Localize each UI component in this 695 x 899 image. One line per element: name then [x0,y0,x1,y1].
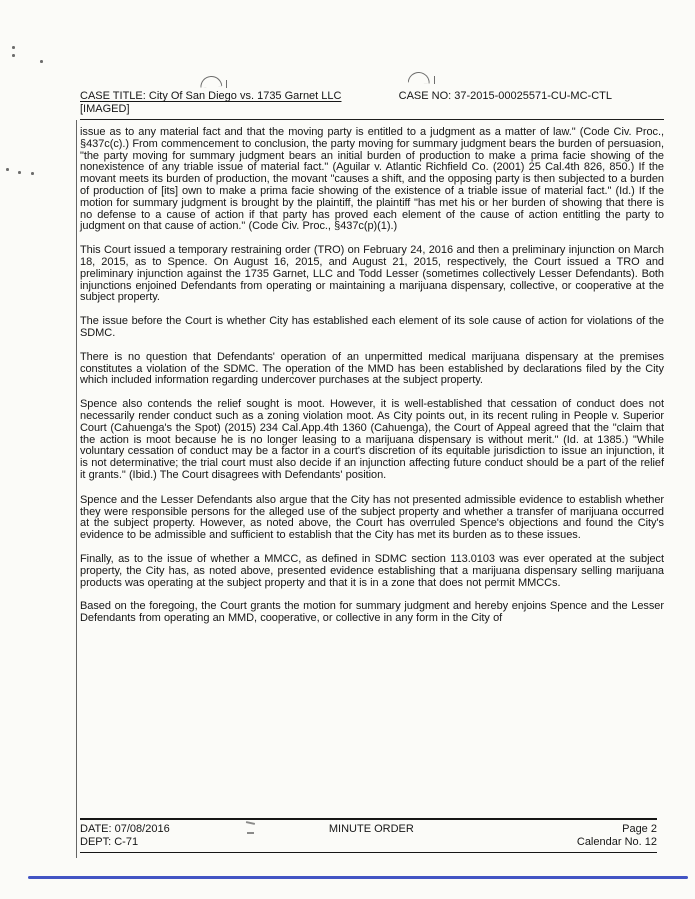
footer-dept: DEPT: C-71 [80,836,139,848]
scan-blue-line-artifact [28,876,688,879]
footer-row-1 [80,823,657,836]
footer-divider-bottom [80,852,657,853]
case-title: CASE TITLE: City Of San Diego vs. 1735 Garnet LLC [80,90,342,102]
scan-dot-artifact [6,168,9,171]
imaged-label: [IMAGED] [80,103,130,115]
paragraph-3: The issue before the Court is whether City has established each element of its sole cause of action for violations of the SDMC. [80,315,664,339]
case-number: CASE NO: 37-2015-00025571-CU-MC-CTL [398,90,612,102]
paragraph-2: This Court issued a temporary restraining order (TRO) on February 24, 2016 and then a preliminary injunction on March 18, 2015, as to Spence. On August 16, 2015, and August 21, 2015, respectively, the Court issued a TRO and preliminary injunction against the 1735 Garnet, LLC and Todd Lesser (sometimes collectively Lesser Defendants). Both injunctions enjoined Defendants from operating or maintaining a marijuana dispensary, collective, or cooperative at the subject property. [80,244,664,304]
footer-page-number: Page 2 [622,823,657,835]
scan-dot-artifact [40,60,43,63]
scan-dot-artifact [31,172,34,175]
document-body [80,127,664,625]
scan-tick-artifact [434,76,435,84]
scan-dot-artifact [18,171,21,174]
scan-arc-artifact [408,71,431,83]
scan-arc-artifact [200,75,223,88]
paragraph-5: Spence also contends the relief sought is moot. However, it is well-established that cessation of conduct does not necessarily render conduct such as a zoning violation moot. As City points out, in its recent ruling in People v. Superior Court (Cahuenga's the Spot) (2015) 234 Cal.App.4th 1360 (Cahuenga), the Court of Appeal agreed that the "claim that the action is moot because he is no longer leasing to a marijuana dispensary is without merit." (Id. at 1385.) "While voluntary cessation of conduct may be a factor in a court's discretion of its equitable jurisdiction to issue an injunction, it is not determinative; the trial court must also decide if an injunction affecting future conduct should be a part of the relief it grants." (Ibid.) The Court disagrees with Defendants' position. [80,398,664,481]
document-footer [80,818,657,853]
footer-row-2 [80,836,657,849]
scan-dot-artifact [12,46,15,49]
paragraph-6: Spence and the Lesser Defendants also argue that the City has not presented admissible evidence to establish whether they were responsible persons for the alleged use of the subject property and whether a transfer of marijuana occurred at the subject property. However, as noted above, the Court has overruled Spence's objections and found the City's evidence to be admissible and sufficient to establish that the City has met its burden as to these issues. [80,493,664,542]
footer-calendar-number: Calendar No. 12 [576,836,657,848]
paragraph-1: issue as to any material fact and that the moving party is entitled to a judgment as a matter of law." (Code Civ. Proc., §437c(c).) From commencement to conclusion, the party moving for summary judgment bears the burden of persuasion, "the party moving for summary judgment bears an initial burden of production to make a prima facie showing of the nonexistence of any triable issue of material fact." (Aguilar v. Atlantic Richfield Co. (2001) 25 Cal.4th 826, 850.) If the movant meets its burden of production, the movant "causes a shift, and the opposing party is then subjected to a burden of production of [its] own to make a prima facie showing of the existence of a triable issue of material fact." (Id.) If the motion for summary judgment is brought by the plaintiff, the plaintiff "has met his or her burden of showing that there is no defense to a cause of action if that party has proved each element of the cause of action entitling the party to judgment on that cause of action." (Code Civ. Proc., §437c(p)(1).) [80,126,664,233]
paragraph-4: There is no question that Defendants' operation of an unpermitted medical marijuana dispensary at the premises constitutes a violation of the SDMC. The operation of the MMD has been established by declarations filed by the City which included information regarding undercover purchases at the subject property. [80,350,664,387]
scan-dot-artifact [12,54,15,57]
scan-vertical-line-artifact [76,120,77,858]
document-content [80,90,664,637]
document-header [80,90,664,103]
paragraph-8: Based on the foregoing, the Court grants the motion for summary judgment and hereby enjoins Spence and the Lesser Defendants from operating an MMD, cooperative, or collective in any form in the City of [80,600,664,625]
footer-divider-top [80,818,657,820]
scan-tick-artifact [226,80,227,88]
footer-spacer [276,836,466,849]
footer-minute-order: MINUTE ORDER [328,823,414,835]
header-divider [80,119,664,120]
footer-date: DATE: 07/08/2016 [80,823,170,835]
paragraph-7: Finally, as to the issue of whether a MMCC, as defined in SDMC section 113.0103 was ever operated at the subject property, the City has, as noted above, presented evidence establishing that a marijuana dispensary selling marijuana products was operating at the subject property and that it is in a zone that does not permit MMCCs. [80,552,664,589]
